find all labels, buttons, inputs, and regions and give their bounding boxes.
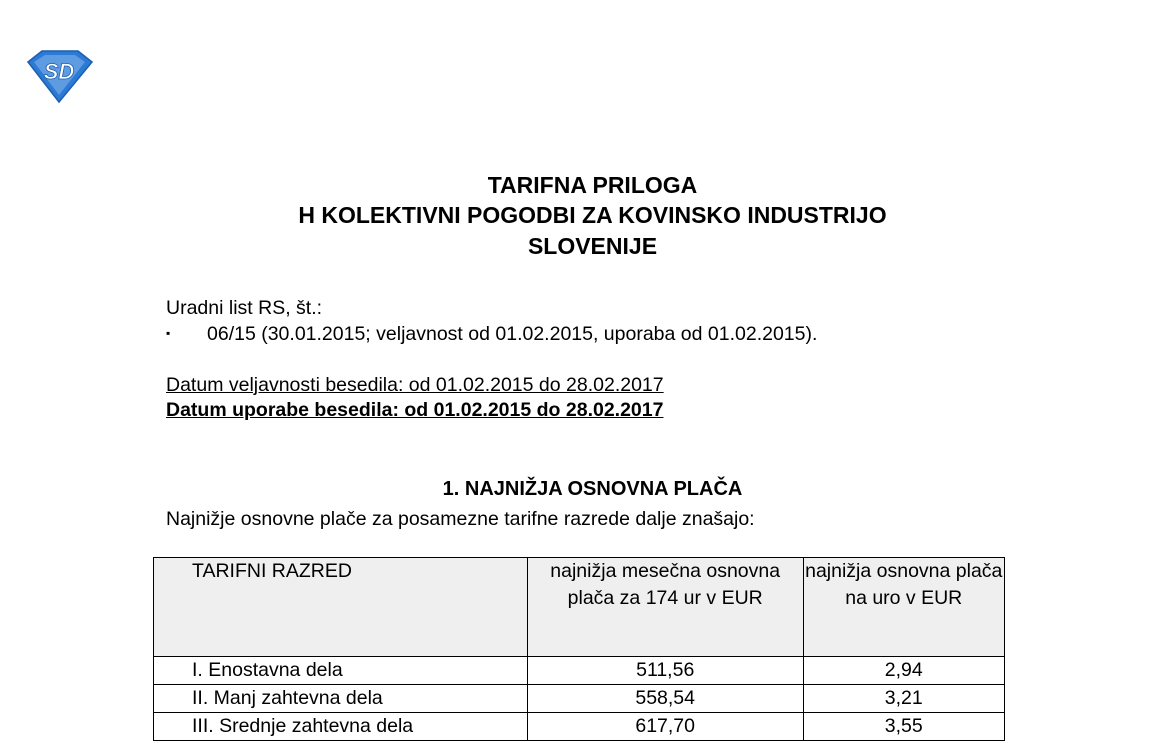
- header-monthly-pay: najnižja mesečna osnovna plača za 174 ur v EUR: [527, 558, 803, 657]
- cell-monthly: 617,70: [527, 713, 803, 741]
- header-tariff-class: TARIFNI RAZRED: [154, 558, 528, 657]
- header-hourly-pay: najnižja osnovna plača na uro v EUR: [803, 558, 1004, 657]
- title-line-2: H KOLEKTIVNI POGODBI ZA KOVINSKO INDUSTRIJO: [298, 202, 887, 228]
- section-heading: 1. NAJNIŽJA OSNOVNA PLAČA: [442, 478, 743, 500]
- bullet-icon: ▪: [166, 326, 171, 340]
- gazette-label: Uradni list RS, št.:: [166, 297, 323, 319]
- table-header-row: [154, 558, 1005, 657]
- tariff-table: [153, 557, 1005, 741]
- title-line-1: TARIFNA PRILOGA: [487, 172, 698, 198]
- table-row: [154, 713, 1005, 741]
- cell-hourly: 3,21: [803, 685, 1004, 713]
- cell-monthly: 511,56: [527, 657, 803, 685]
- cell-monthly: 558,54: [527, 685, 803, 713]
- table-row: [154, 657, 1005, 685]
- cell-class: III. Srednje zahtevna dela: [154, 713, 528, 741]
- cell-class: I. Enostavna dela: [154, 657, 528, 685]
- gazette-item: 06/15 (30.01.2015; veljavnost od 01.02.2015, uporaba od 01.02.2015).: [207, 323, 818, 345]
- logo-text: SD: [43, 59, 75, 84]
- cell-class: II. Manj zahtevna dela: [154, 685, 528, 713]
- usage-date: Datum uporabe besedila: od 01.02.2015 do 28.02.2017: [166, 399, 664, 421]
- cell-hourly: 3,55: [803, 713, 1004, 741]
- table-row: [154, 685, 1005, 713]
- company-logo: [22, 48, 96, 104]
- title-line-3: SLOVENIJE: [527, 233, 658, 259]
- cell-hourly: 2,94: [803, 657, 1004, 685]
- section-intro: Najnižje osnovne plače za posamezne tarifne razrede dalje znašajo:: [166, 508, 755, 530]
- validity-date: Datum veljavnosti besedila: od 01.02.2015 do 28.02.2017: [166, 374, 664, 396]
